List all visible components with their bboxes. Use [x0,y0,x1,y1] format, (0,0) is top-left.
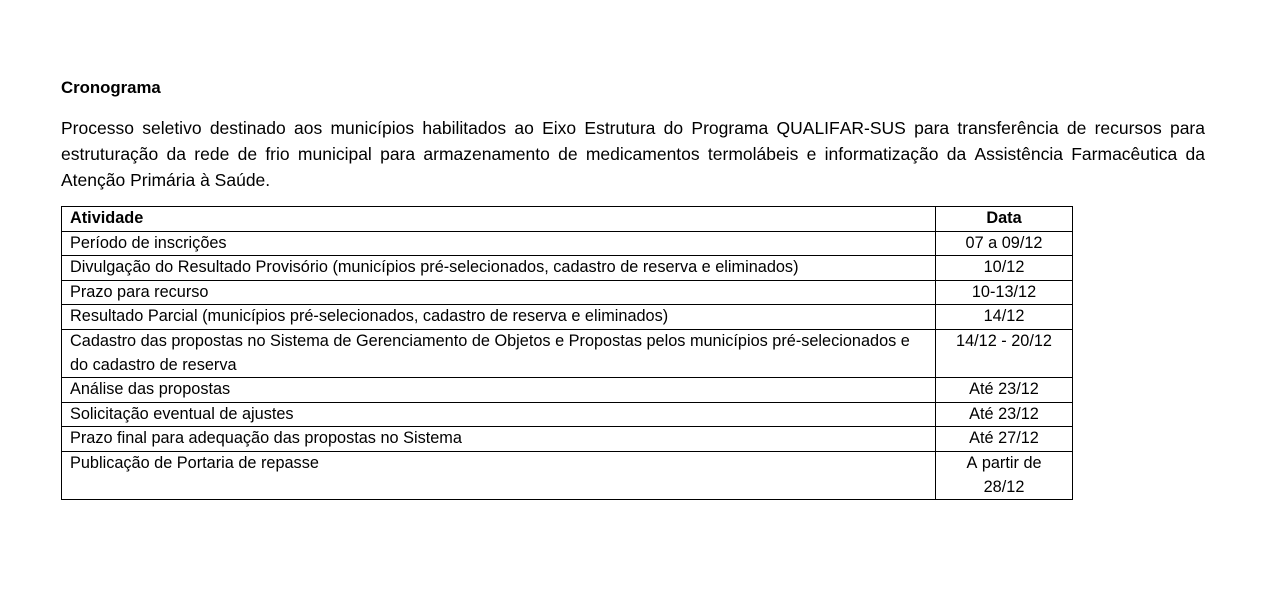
activity-cell: Divulgação do Resultado Provisório (municípios pré-selecionados, cadastro de reserva e eliminados) [62,256,936,281]
schedule-table [61,206,1073,500]
date-cell: 14/12 [936,305,1073,330]
table-header-activity: Atividade [62,207,936,232]
table-row [62,378,1073,403]
activity-cell: Análise das propostas [62,378,936,403]
table-row [62,256,1073,281]
activity-cell: Prazo final para adequação das propostas no Sistema [62,427,936,452]
table-header-row [62,207,1073,232]
activity-cell: Cadastro das propostas no Sistema de Gerenciamento de Objetos e Propostas pelos municípios pré-selecionados e do cadastro de reserva [62,329,936,377]
table-header-date: Data [936,207,1073,232]
table-row [62,329,1073,377]
table-row [62,231,1073,256]
activity-cell: Resultado Parcial (municípios pré-selecionados, cadastro de reserva e eliminados) [62,305,936,330]
table-row [62,280,1073,305]
table-row [62,402,1073,427]
activity-cell: Período de inscrições [62,231,936,256]
date-cell: Até 27/12 [936,427,1073,452]
date-cell: 10/12 [936,256,1073,281]
date-cell: A partir de 28/12 [936,451,1073,499]
activity-cell: Solicitação eventual de ajustes [62,402,936,427]
table-row [62,451,1073,499]
activity-cell: Prazo para recurso [62,280,936,305]
date-cell: 14/12 - 20/12 [936,329,1073,377]
table-row [62,305,1073,330]
activity-cell: Publicação de Portaria de repasse [62,451,936,499]
intro-paragraph: Processo seletivo destinado aos municípios habilitados ao Eixo Estrutura do Programa QUALIFAR-SUS para transferência de recursos para estruturação da rede de frio municipal para armazenamento de medicamentos termolábeis e informatização da Assistência Farmacêutica da Atenção Primária à Saúde. [61,118,1205,190]
date-cell: Até 23/12 [936,402,1073,427]
table-row [62,427,1073,452]
date-cell: 07 a 09/12 [936,231,1073,256]
section-heading: Cronograma [61,78,161,97]
date-cell: 10-13/12 [936,280,1073,305]
date-cell: Até 23/12 [936,378,1073,403]
